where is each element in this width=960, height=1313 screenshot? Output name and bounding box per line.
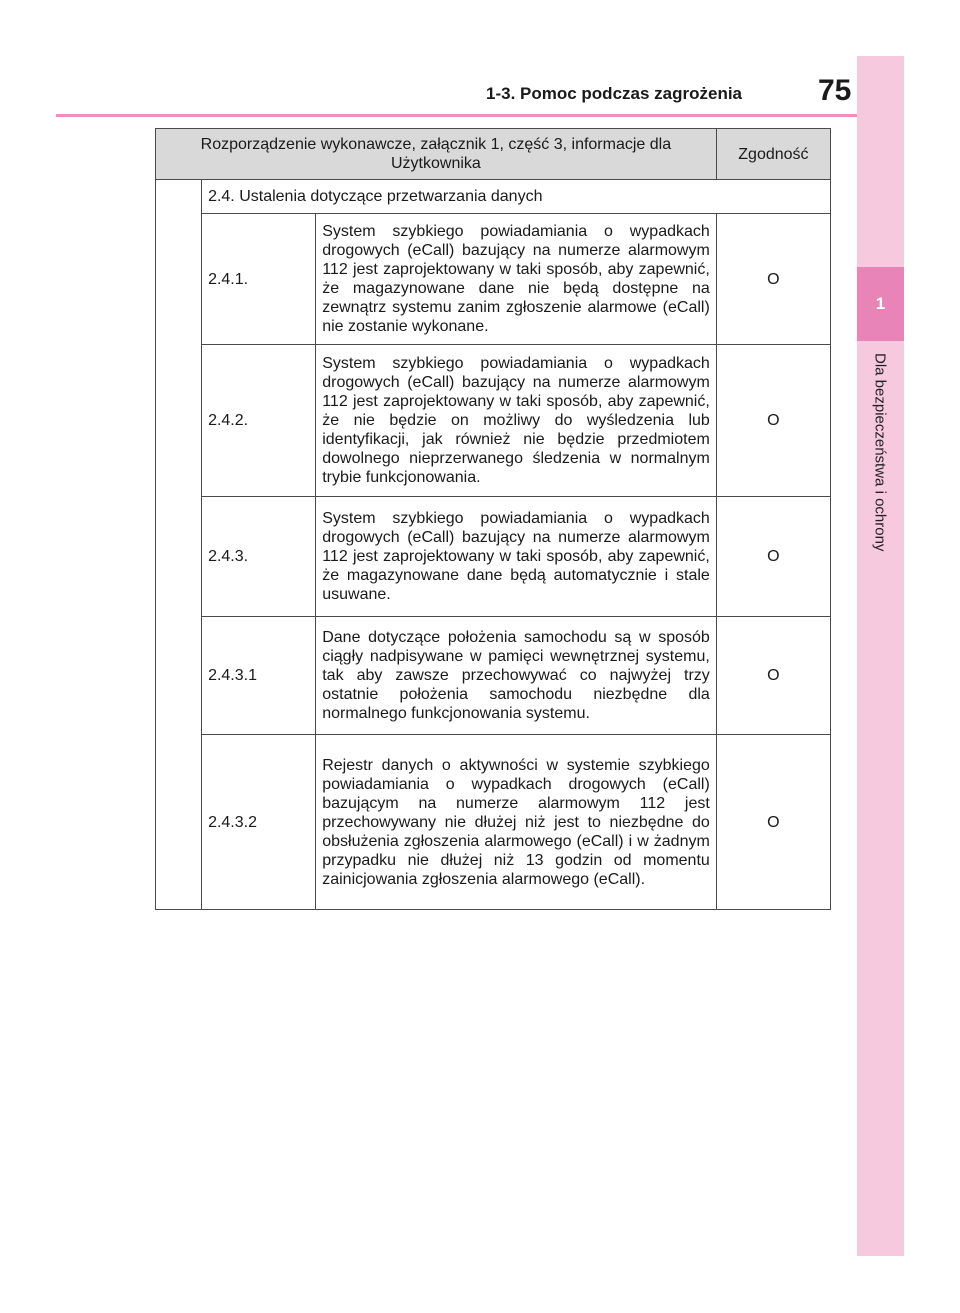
header-rule — [56, 114, 857, 117]
chapter-number-badge: 1 — [857, 267, 904, 341]
compliance-table — [155, 128, 831, 910]
table-row — [156, 617, 831, 735]
row-number: 2.4.3.2 — [202, 735, 316, 910]
chapter-label: Dla bezpieczeństwa i ochrony — [871, 353, 889, 552]
row-number: 2.4.3. — [202, 497, 316, 617]
section-title: 1-3. Pomoc podczas zagrożenia — [486, 84, 743, 103]
row-compliance: O — [716, 617, 830, 735]
row-description: System szybkiego powiadamiania o wypadkach drogowych (eCall) bazujący na numerze alarmowym 112 jest zaprojektowany w taki sposób, aby zapewnić, że magazynowane dane nie będą dostępne na zewnątrz systemu zanim zgłoszenie alarmowe (eCall) nie zostanie wykonane. — [316, 214, 717, 345]
header-regulation: Rozporządzenie wykonawcze, załącznik 1, część 3, informacje dla Użytkownika — [156, 129, 717, 180]
row-compliance: O — [716, 214, 830, 345]
row-description: Rejestr danych o aktywności w systemie szybkiego powiadamiania o wypadkach drogowych (eCall) bazującym na numerze alarmowym 112 jest przechowywany nie dłużej niż jest to niezbędne do obsłużenia zgłoszenia alarmowego (eCall) i w żadnym przypadku nie dłużej niż 13 godzin od momentu zainicjowania zgłoszenia alarmowego (eCall). — [316, 735, 717, 910]
table-row — [156, 345, 831, 497]
table-row — [156, 735, 831, 910]
row-description: System szybkiego powiadamiania o wypadkach drogowych (eCall) bazujący na numerze alarmowym 112 jest zaprojektowany w taki sposób, aby zapewnić, że nie będzie on możliwy do wyśledzenia lub identyfikacji, jak również nie będzie przedmiotem dowolnego nieprzerwanego śledzenia w normalnym trybie funkcjonowania. — [316, 345, 717, 497]
section-heading: 2.4. Ustalenia dotyczące przetwarzania danych — [202, 180, 831, 214]
row-number: 2.4.1. — [202, 214, 316, 345]
page-number: 75 — [818, 74, 852, 107]
section-row — [156, 180, 831, 214]
row-compliance: O — [716, 735, 830, 910]
row-compliance: O — [716, 345, 830, 497]
row-description: Dane dotyczące położenia samochodu są w sposób ciągły nadpisywane w pamięci wewnętrznej systemu, tak aby zawsze przechowywać co najwyżej trzy ostatnie położenia samochodu niezbędne dla normalnego funkcjonowania systemu. — [316, 617, 717, 735]
row-compliance: O — [716, 497, 830, 617]
row-description: System szybkiego powiadamiania o wypadkach drogowych (eCall) bazujący na numerze alarmowym 112 jest zaprojektowany w taki sposób, aby zapewnić, że magazynowane dane będą automatycznie i stale usuwane. — [316, 497, 717, 617]
indent-cell — [156, 180, 202, 910]
header-compliance: Zgodność — [716, 129, 830, 180]
table-row — [156, 497, 831, 617]
table-row — [156, 214, 831, 345]
row-number: 2.4.3.1 — [202, 617, 316, 735]
table-header-row — [156, 129, 831, 180]
row-number: 2.4.2. — [202, 345, 316, 497]
side-tab — [857, 56, 904, 1256]
